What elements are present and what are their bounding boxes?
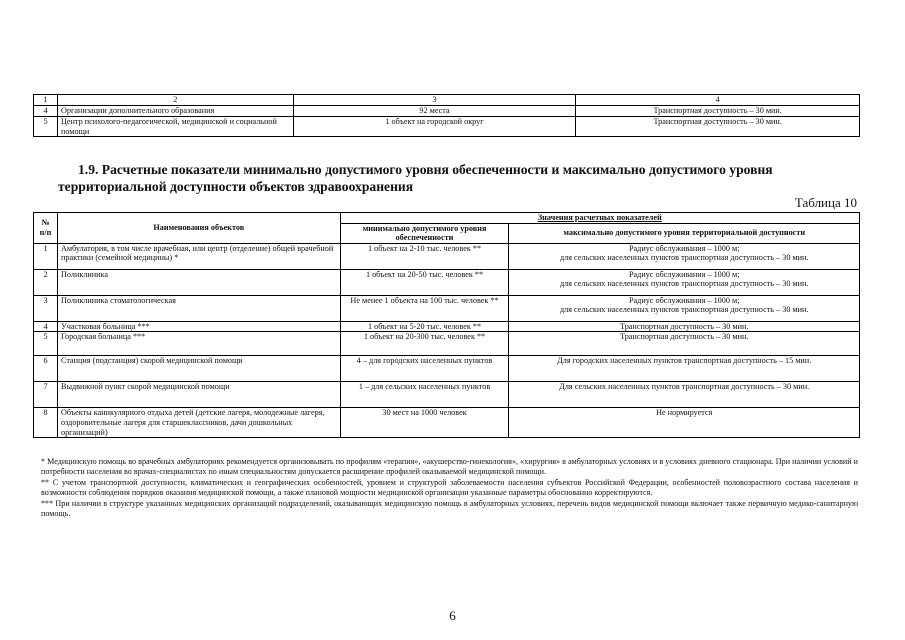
- table-row: [34, 408, 860, 438]
- page-number: 6: [449, 608, 456, 623]
- header-name: Наименования объектов: [57, 213, 340, 244]
- table-row: [34, 332, 860, 356]
- table-row: [34, 295, 860, 321]
- row-number: 8: [34, 408, 58, 438]
- object-name: Центр психолого-педагогической, медицинской и социальной помощи: [57, 117, 293, 137]
- min-level: 1 объект на 20-300 тыс. человек **: [340, 332, 509, 356]
- row-number: 5: [34, 117, 58, 137]
- header-values: Значения расчетных показателей: [340, 213, 859, 224]
- table-header-row: [34, 213, 860, 224]
- max-level-line: для сельских населенных пунктов транспортная доступность – 30 мин.: [559, 305, 809, 315]
- table-row: [34, 269, 860, 295]
- table-row: [34, 106, 860, 117]
- row-number: 4: [34, 321, 58, 332]
- max-level: Транспортная доступность – 30 мин.: [576, 117, 860, 137]
- column-number-row: [34, 95, 860, 106]
- row-number: 6: [34, 356, 58, 382]
- object-name: Организации дополнительного образования: [57, 106, 293, 117]
- object-name: Объекты каникулярного отдыха детей (детские лагеря, молодежные лагеря, оздоровительные лагеря для старшеклассников, дачи дошкольных организаций): [57, 408, 340, 438]
- row-number: 4: [34, 106, 58, 117]
- table-row: [34, 243, 860, 269]
- table-caption: Таблица 10: [794, 195, 857, 210]
- max-level: Не нормируется: [509, 408, 860, 438]
- min-level: 4 – для городских населенных пунктов: [340, 356, 509, 382]
- min-level: 1 объект на 20-50 тыс. человек **: [340, 269, 509, 295]
- row-number: 1: [34, 243, 58, 269]
- max-level: Для городских населенных пунктов транспортная доступность – 15 мин.: [509, 356, 860, 382]
- object-name: Участковая больница ***: [57, 321, 340, 332]
- max-level-line: Радиус обслуживания – 1000 м;: [628, 269, 740, 279]
- object-name: Поликлиника: [57, 269, 340, 295]
- header-min: минимально допустимого уровня обеспеченности: [340, 223, 509, 243]
- footnote: *** При наличии в структуре указанных медицинских организаций подразделений, оказывающих медицинскую помощь в амбулаторных условиях, перечень видов медицинской помощи включает также первичную медико-санитарную помощь.: [41, 498, 858, 519]
- row-number: 5: [34, 332, 58, 356]
- min-level: 1 объект на 2-10 тыс. человек **: [340, 243, 509, 269]
- max-level: Транспортная доступность – 30 мин.: [509, 321, 860, 332]
- min-level: 92 места: [293, 106, 576, 117]
- max-level-line: Радиус обслуживания – 1000 м;: [628, 295, 740, 305]
- table-row: [34, 321, 860, 332]
- object-name: Амбулатория, в том числе врачебная, или центр (отделение) общей врачебной практики (семейной медицины) *: [57, 243, 340, 269]
- row-number: 2: [34, 269, 58, 295]
- footnote: * Медицинскую помощь во врачебных амбулаториях рекомендуется организовывать по профилям «терапия», «акушерство-гинекология», «хирургия» в амбулаторных условиях и в условиях дневного стационара. При наличии условий и потребности населения во врачах-специалистах по иным специальностям допускается расширение профилей оказываемой медицинской помощи.: [41, 457, 858, 477]
- section-heading: 1.9. Расчетные показатели минимально допустимого уровня обеспеченности и максимально допустимого уровня территориальной доступности объектов здравоохранения: [58, 162, 773, 194]
- max-level: Транспортная доступность – 30 мин.: [576, 106, 860, 117]
- max-level: Для сельских населенных пунктов транспортная доступность – 30 мин.: [509, 382, 860, 408]
- previous-table-fragment: [33, 94, 860, 137]
- footnote: ** С учетом транспортной доступности, климатических и географических особенностей, уровнем и структурой заболеваемости населения субъектов Российской Федерации, особенностей половозрастного состава населения и возможности соблюдения порядков оказания медицинской помощи, а также плановой мощности медицинской организации указанные параметры обоснованно корректируются.: [41, 477, 858, 498]
- table-row: [34, 382, 860, 408]
- header-number: № п/п: [34, 213, 58, 244]
- footnotes: [41, 457, 858, 519]
- min-level: 1 объект на городской округ: [293, 117, 576, 137]
- max-level: [509, 269, 860, 295]
- max-level: Транспортная доступность – 30 мин.: [509, 332, 860, 356]
- row-number: 7: [34, 382, 58, 408]
- table-row: [34, 117, 860, 137]
- object-name: Городская больница ***: [57, 332, 340, 356]
- max-level: [509, 295, 860, 321]
- object-name: Станция (подстанция) скорой медицинской помощи: [57, 356, 340, 382]
- header-max: максимально допустимого уровня территориальной доступности: [509, 223, 860, 243]
- col-num: 3: [293, 95, 576, 106]
- min-level: 30 мест на 1000 человек: [340, 408, 509, 438]
- max-level-line: Радиус обслуживания – 1000 м;: [628, 243, 740, 253]
- min-level: Не менее 1 объекта на 100 тыс. человек **: [340, 295, 509, 321]
- col-num: 1: [34, 95, 58, 106]
- min-level: 1 объект на 5-20 тыс. человек **: [340, 321, 509, 332]
- max-level-line: для сельских населенных пунктов транспортная доступность – 30 мин.: [559, 279, 809, 289]
- max-level-line: для сельских населенных пунктов транспортная доступность – 30 мин.: [559, 253, 809, 263]
- col-num: 4: [576, 95, 860, 106]
- col-num: 2: [57, 95, 293, 106]
- healthcare-indicators-table: [33, 212, 860, 438]
- object-name: Выдвижной пункт скорой медицинской помощи: [57, 382, 340, 408]
- max-level: [509, 243, 860, 269]
- object-name: Поликлиника стоматологическая: [57, 295, 340, 321]
- row-number: 3: [34, 295, 58, 321]
- min-level: 1 – для сельских населенных пунктов: [340, 382, 509, 408]
- table-row: [34, 356, 860, 382]
